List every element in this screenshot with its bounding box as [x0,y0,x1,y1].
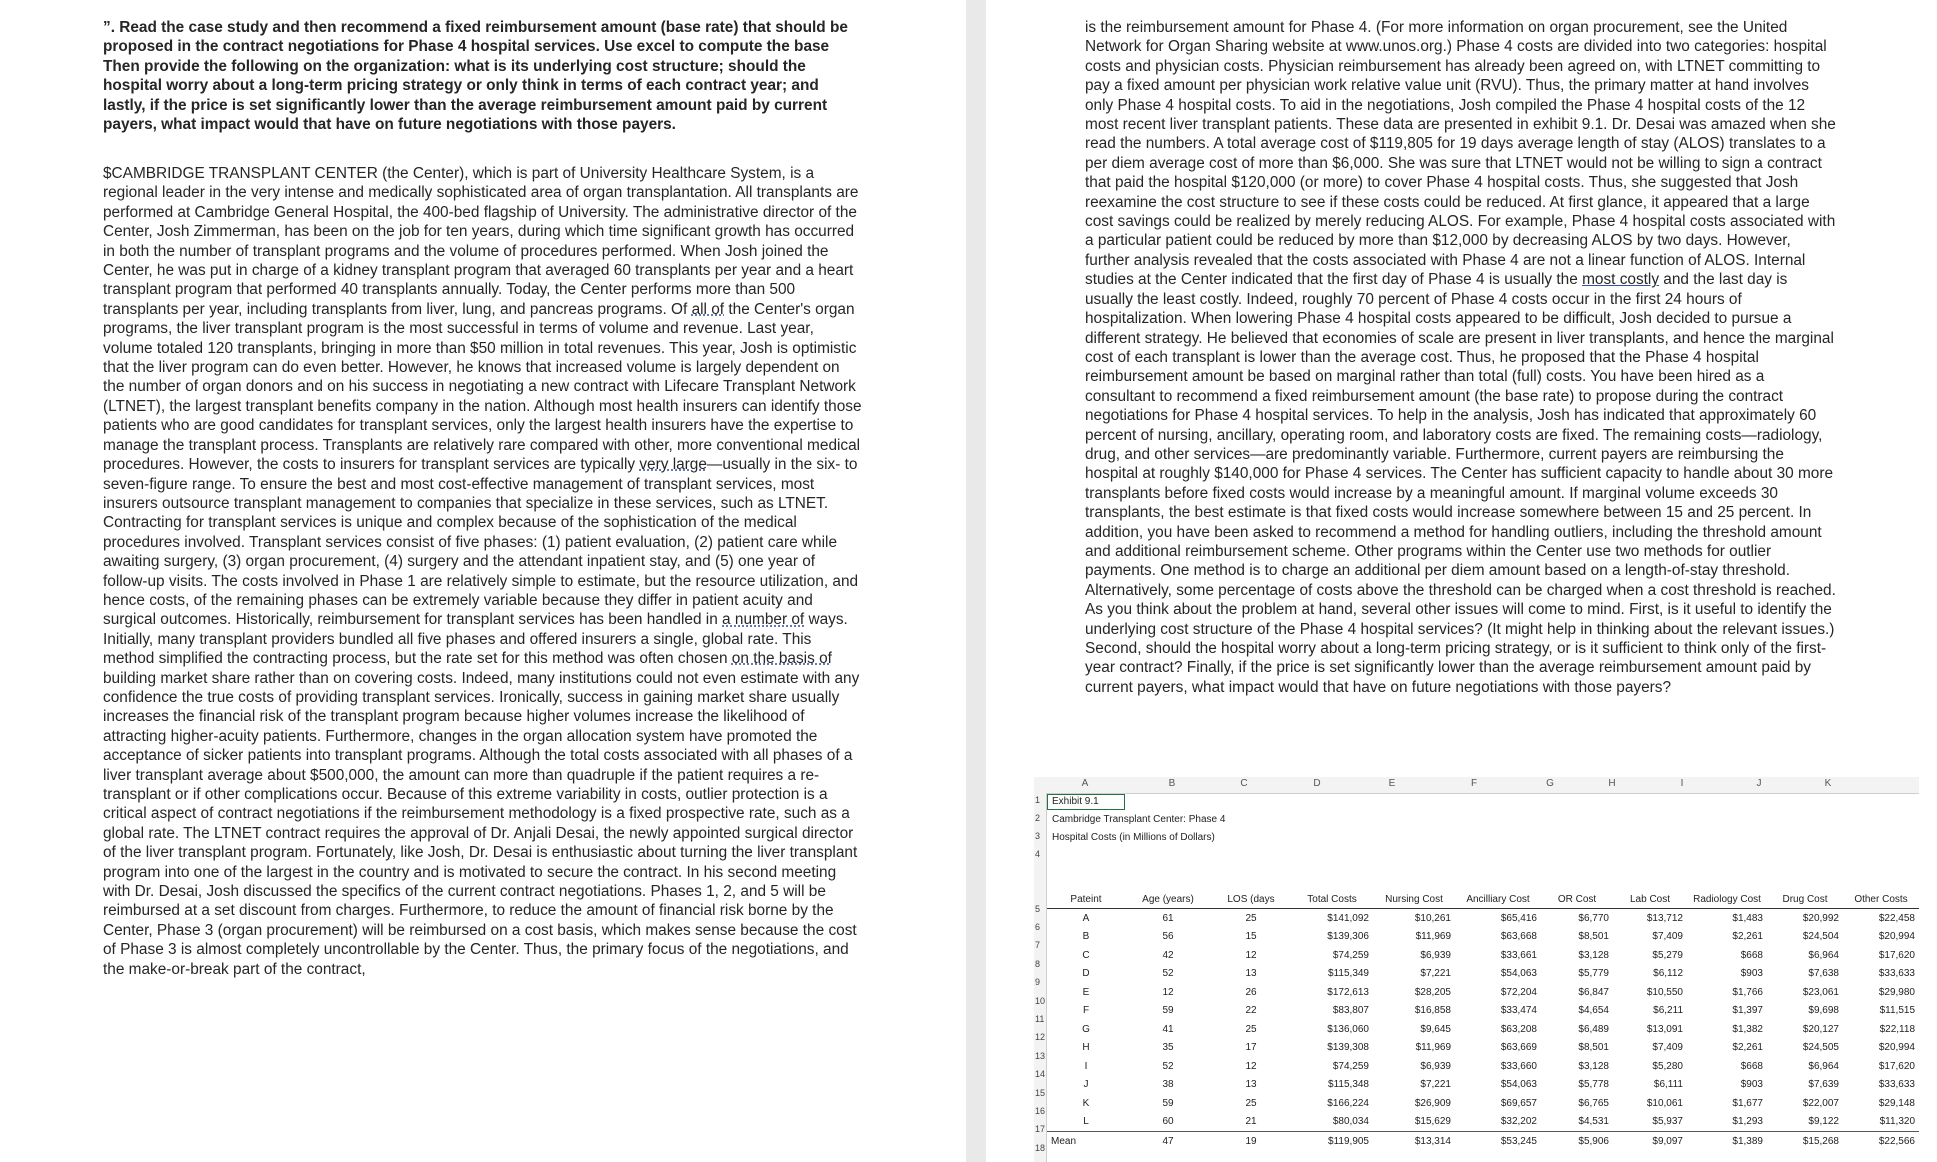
column-letter[interactable]: I [1680,778,1684,789]
table-cell[interactable]: $63,668 [1500,931,1537,943]
row-number[interactable]: 7 [1035,940,1041,950]
table-cell[interactable]: $6,489 [1578,1023,1609,1035]
row-number[interactable]: 15 [1035,1088,1046,1098]
table-cell[interactable]: 12 [1162,986,1174,998]
table-cell[interactable]: $1,677 [1732,1097,1763,1109]
table-cell[interactable]: $10,061 [1646,1097,1683,1109]
table-cell[interactable]: $53,245 [1455,1132,1541,1151]
column-letter[interactable]: F [1470,778,1478,789]
table-cell[interactable]: $10,261 [1414,912,1451,924]
table-cell[interactable]: $11,969 [1415,931,1451,943]
table-cell[interactable]: $24,505 [1802,1042,1839,1054]
exhibit-subtitle[interactable]: Hospital Costs (in Millions of Dollars) [1052,832,1215,843]
table-cell[interactable]: 47 [1125,1132,1211,1151]
table-cell[interactable]: A [1082,912,1090,924]
grammar-flag[interactable]: most costly [1582,271,1660,289]
column-letter[interactable]: G [1546,778,1554,789]
table-cell[interactable]: $20,994 [1878,931,1915,943]
table-cell[interactable]: $1,382 [1732,1023,1763,1035]
table-row [1047,928,1919,947]
table-cell[interactable]: $80,034 [1332,1116,1369,1128]
row-header-bar [1034,793,1047,1162]
table-cell[interactable]: $136,060 [1327,1023,1369,1035]
text-run: ways. Initially, many transplant providers bundled all five phases and offered insurers a single, global rate. This method simplified the contracting process, but the rate set for this method was often chosen [103,611,848,668]
table-cell[interactable]: $11,515 [1879,1005,1915,1017]
table-cell[interactable]: 38 [1162,1079,1174,1091]
text-run: the Center's organ programs, the liver transplant program is the most successful in terms of volume and revenue. Last year, volume totaled 120 transplants, bringing in more than $50 million in total revenues. This year, Josh is optimistic that the liver program can do even better. However, he knows that increased volume is largely dependent on the number of organ donors and on his success in negotiating a new contract with Lifecare Transplant Network (LTNET), the largest transplant benefits company in the nation. Although most health insurers can identify those patients who are good candidates for transplant services, only the largest health insurers have the expertise to manage the transplant process. Transplants are relatively rare compared with other, more conventional medical procedures. However, the costs to insurers for transplant services are typically [103,300,862,474]
table-cell[interactable]: $6,939 [1420,949,1451,961]
question-prompt: ”. Read the case study and then recommend a fixed reimbursement amount (base rate) that should be proposed in the contract negotiations for Phase 4 hospital services. Use excel to compute the base Then provide the following on the organization: what is its underlying cost structure; should the hospital worry about a long-term pricing strategy or only think in terms of each contract year; and lastly, if the price is set significantly lower than the average reimbursement amount paid by current payers, what impact would that have on future negotiations with those payers. [103,19,848,134]
table-cell[interactable]: $20,992 [1802,912,1839,924]
table-cell[interactable]: 12 [1245,949,1257,961]
table-cell[interactable]: $28,205 [1414,986,1451,998]
table-cell[interactable]: $5,906 [1541,1132,1613,1151]
row-number[interactable]: 2 [1035,813,1041,823]
table-cell[interactable]: $72,204 [1500,986,1537,998]
table-cell[interactable]: $1,766 [1732,986,1763,998]
row-number[interactable]: 18 [1035,1143,1046,1153]
table-cell[interactable]: I [1084,1060,1088,1072]
table-cell[interactable]: 25 [1245,1097,1257,1109]
table-cell[interactable]: E [1082,986,1090,998]
table-cell[interactable]: G [1082,1023,1090,1035]
table-cell[interactable]: 12 [1245,1060,1257,1072]
table-cell[interactable]: $33,633 [1878,968,1915,980]
table-cell[interactable]: 60 [1162,1116,1174,1128]
table-cell[interactable]: $5,779 [1578,968,1609,980]
column-header[interactable]: Lab Cost [1613,890,1687,909]
table-cell[interactable]: 41 [1162,1023,1174,1035]
table-cell[interactable]: $139,306 [1327,931,1369,943]
table-cell[interactable]: $1,483 [1732,912,1763,924]
column-header[interactable]: Nursing Cost [1373,890,1455,909]
table-cell[interactable]: $20,994 [1878,1042,1915,1054]
table-cell[interactable]: $6,847 [1578,986,1609,998]
table-cell[interactable]: $9,698 [1808,1005,1839,1017]
table-cell[interactable]: $7,409 [1652,1042,1683,1054]
table-row [1047,1020,1919,1039]
grammar-flag[interactable]: a number of [722,611,805,629]
column-letter[interactable]: D [1313,778,1321,789]
table-cell[interactable]: D [1082,968,1090,980]
column-letter[interactable]: A [1081,778,1089,789]
table-cell[interactable]: 52 [1162,968,1174,980]
text-run: $CAMBRIDGE TRANSPLANT CENTER (the Center), which is part of University Healthcare System, is a regional leader in the very intense and medically sophisticated area of organ transplantation. All transplants are performed at Cambridge General Hospital, the 400-bed flagship of University. The administrative director of the Center, Josh Zimmerman, has been on the job for ten years, during which time significant growth has occurred in both the number of transplant programs and the volume of procedures performed. When Josh joined the Center, he was put in charge of a kidney transplant program that averaged 60 transplants per year and a heart transplant program that performed 40 transplants annually. Today, the Center performs more than 500 transplants per year, including transplants from liver, lung, and pancreas programs. Of [103,165,859,318]
table-cell[interactable]: H [1082,1042,1090,1054]
table-cell[interactable]: 25 [1245,912,1257,924]
row-number[interactable]: 1 [1035,795,1041,805]
table-row [1047,946,1919,965]
row-number[interactable]: 8 [1035,959,1041,969]
table-cell[interactable]: $141,092 [1327,912,1369,924]
table-cell[interactable]: $7,639 [1808,1079,1839,1091]
table-cell[interactable]: 19 [1211,1132,1291,1151]
table-cell[interactable]: $6,770 [1578,912,1609,924]
exhibit-label[interactable]: Exhibit 9.1 [1052,796,1099,807]
table-cell[interactable]: $4,531 [1578,1116,1609,1128]
table-cell[interactable]: 13 [1245,968,1257,980]
table-cell[interactable]: $3,128 [1578,949,1609,961]
table-cell[interactable]: $33,661 [1500,949,1537,961]
table-row [1047,1094,1919,1113]
table-cell[interactable]: $23,061 [1802,986,1839,998]
column-header[interactable]: Total Costs [1291,890,1373,909]
column-header[interactable]: Ancilliary Cost [1455,890,1541,909]
table-cell[interactable]: $16,858 [1414,1005,1451,1017]
text-run: building market share rather than on covering costs. Indeed, many institutions could not even estimate with any confidence the true costs of providing transplant services. Ironically, success in gaining market share usually increases the financial risk of the transplant program because higher volumes increase the likelihood of attracting higher-acuity patients. Furthermore, changes in the organ allocation system have promoted the acceptance of sicker patients into transplant programs. Although the total costs associated with all phases of a liver transplant average about $500,000, the amount can more than quadruple if the patient requires a re-transplant or if other complications occur. Because of this extreme variability in costs, outlier protection is a critical aspect of contract negotiations if the reimbursement methodology is a fixed prospective rate, such as a global rate. The LTNET contract requires the approval of Dr. Anjali Desai, the newly appointed surgical director of the liver transplant program. Fortunately, like Josh, Dr. Desai is enthusiastic about turning the liver transplant program into one of the largest in the country and is motivated to secure the contract. In his second meeting with Dr. Desai, Josh discussed the specifics of the current contract negotiations. Phases 1, 2, and 5 will be reimbursed at a set discount from charges. Furthermore, to reduce the amount of financial risk borne by the Center, Phase 3 (organ procurement) will be reimbursed on a cost basis, which makes sense because the cost of Phase 3 is almost completely uncontrollable by the Center. Thus, the primary focus of the negotiations, and the make-or-break part of the contract, [103,669,860,978]
column-letter[interactable]: C [1240,778,1248,789]
row-number[interactable]: 17 [1035,1124,1046,1134]
table-cell[interactable]: $26,909 [1414,1097,1451,1109]
table-cell[interactable]: $13,314 [1373,1132,1455,1151]
table-cell[interactable]: 59 [1162,1005,1174,1017]
table-cell[interactable]: $32,202 [1500,1116,1537,1128]
row-number[interactable]: 9 [1035,977,1041,987]
table-cell[interactable]: $22,458 [1878,912,1915,924]
table-cell[interactable]: $20,127 [1802,1023,1839,1035]
column-header[interactable]: Drug Cost [1767,890,1843,909]
table-cell[interactable]: $119,905 [1291,1132,1373,1151]
table-cell[interactable]: $83,807 [1332,1005,1369,1017]
row-number[interactable]: 3 [1035,831,1041,841]
table-cell[interactable]: $139,308 [1327,1042,1369,1054]
row-number[interactable]: 12 [1035,1032,1046,1042]
table-cell[interactable]: $63,669 [1500,1042,1537,1054]
table-cell[interactable]: $5,778 [1578,1079,1609,1091]
table-cell[interactable]: $10,550 [1646,986,1683,998]
right-document-page [986,0,1937,1162]
table-cell[interactable]: $17,620 [1878,949,1915,961]
table-cell[interactable]: $2,261 [1732,1042,1763,1054]
table-cell[interactable]: $5,279 [1652,949,1683,961]
column-header[interactable]: Pateint [1047,890,1125,909]
table-cell[interactable]: $6,211 [1653,1005,1683,1017]
mean-row [1047,1132,1919,1151]
table-cell[interactable]: $15,629 [1414,1116,1451,1128]
table-cell[interactable]: $166,224 [1327,1097,1369,1109]
table-cell[interactable]: $668 [1740,949,1763,961]
table-cell[interactable]: $33,633 [1878,1079,1915,1091]
table-cell[interactable]: $54,063 [1500,1079,1537,1091]
table-cell[interactable]: $1,389 [1687,1132,1767,1151]
table-cell[interactable]: J [1083,1079,1089,1091]
text-run: and the last day is usually the least costly. Indeed, roughly 70 percent of Phase 4 costs occur in the first 24 hours of hospitalization. When lowering Phase 4 hospital costs appeared to be difficult, Josh decided to pursue a different strategy. He believed that economies of scale are present in liver transplants, and hence the marginal cost of each transplant is lower than the average cost. Thus, he proposed that the Phase 4 hospital reimbursement amount be based on marginal rather than total (full) costs. You have been hired as a consultant to recommend a fixed reimbursement amount (the base rate) to propose during the contract negotiations for Phase 4 hospital services. To help in the analysis, Josh has indicated that approximately 60 percent of nursing, ancillary, operating room, and laboratory costs are fixed. The remaining costs—radiology, drug, and other services—are predominantly variable. Furthermore, current payers are reimbursing the hospital at roughly $140,000 for Phase 4 services. The Center has sufficient capacity to handle about 30 more transplants before fixed costs would increase by a meaningful amount. If marginal volume exceeds 30 transplants, the best estimate is that fixed costs would increase somewhere between 15 and 25 percent. In addition, you have been asked to recommend a method for handling outliers, including the threshold amount and additional reimbursement scheme. Other programs within the Center use two methods for outlier payments. One method is to charge an additional per diem amount based on a length-of-stay threshold. Alternatively, some percentage of costs above the threshold can be charged when a cost threshold is reached. As you think about the problem at hand, several other issues will come to mind. First, is it useful to identify the underlying cost structure of the Phase 4 hospital services? (It might help in thinking about the relevant issues.) Second, should the hospital worry about a long-term pricing strategy, or is it sufficient to think only of the first-year contract? Finally, if the price is set significantly lower than the average reimbursement amount paid by current payers, what impact would that have on future negotiations with those payers? [1085,271,1836,696]
table-cell[interactable]: 22 [1245,1005,1257,1017]
table-cell[interactable]: L [1083,1116,1089,1128]
table-cell[interactable]: $903 [1740,968,1763,980]
table-row [1047,1002,1919,1021]
table-cell[interactable]: $13,712 [1646,912,1683,924]
table-cell[interactable]: $9,097 [1613,1132,1687,1151]
grammar-flag[interactable]: very large [639,456,707,474]
row-number[interactable]: 6 [1035,922,1041,932]
page-gutter [966,0,986,1162]
table-cell[interactable]: $65,416 [1500,912,1537,924]
table-cell[interactable]: 21 [1245,1116,1257,1128]
case-study-text-right [1085,18,1837,697]
table-cell[interactable]: $29,148 [1878,1097,1915,1109]
table-cell[interactable]: $903 [1740,1079,1763,1091]
table-cell[interactable]: 17 [1245,1042,1257,1054]
table-cell[interactable]: $6,964 [1808,949,1839,961]
table-cell[interactable]: 15 [1245,931,1257,943]
table-row [1047,909,1919,928]
table-cell[interactable]: $63,208 [1500,1023,1537,1035]
column-header[interactable]: LOS (days [1211,890,1291,909]
table-cell[interactable]: $54,063 [1500,968,1537,980]
left-document-page [0,0,966,1162]
table-cell[interactable]: $172,613 [1327,986,1369,998]
table-cell[interactable]: $1,397 [1732,1005,1763,1017]
table-cell[interactable]: $1,293 [1732,1116,1763,1128]
table-cell[interactable]: 25 [1245,1023,1257,1035]
table-row [1047,1057,1919,1076]
column-header[interactable]: Age (years) [1125,890,1211,909]
case-study-text-left [103,164,863,979]
table-cell[interactable]: $115,349 [1328,968,1369,980]
table-cell[interactable]: C [1082,949,1090,961]
table-row [1047,1076,1919,1095]
table-cell[interactable]: $9,645 [1420,1023,1451,1035]
table-cell[interactable]: $15,268 [1767,1132,1843,1151]
table-cell[interactable]: $7,221 [1420,1079,1451,1091]
table-cell[interactable]: $11,320 [1879,1116,1915,1128]
table-cell[interactable]: $69,657 [1500,1097,1537,1109]
column-letter[interactable]: J [1756,778,1762,789]
table-cell[interactable]: $8,501 [1578,1042,1609,1054]
grammar-flag[interactable]: on the basis of [731,650,832,668]
table-cell[interactable]: 26 [1245,986,1257,998]
table-cell[interactable]: $8,501 [1578,931,1609,943]
table-row [1047,1113,1919,1132]
table-cell[interactable]: $6,112 [1653,968,1683,980]
table-cell[interactable]: K [1082,1097,1090,1109]
table-cell[interactable]: 59 [1162,1097,1174,1109]
table-cell[interactable]: 56 [1162,931,1174,943]
exhibit-table [1047,890,1919,1151]
table-cell[interactable]: 35 [1162,1042,1174,1054]
column-header[interactable]: Other Costs [1843,890,1919,909]
table-cell[interactable]: 42 [1162,949,1174,961]
table-cell[interactable]: $22,566 [1843,1132,1919,1151]
exhibit-title[interactable]: Cambridge Transplant Center: Phase 4 [1052,814,1226,825]
table-row [1047,965,1919,984]
table-cell[interactable]: B [1082,931,1090,943]
table-cell[interactable]: $6,964 [1808,1060,1839,1072]
table-cell[interactable]: 52 [1162,1060,1174,1072]
column-letter[interactable]: K [1824,778,1832,789]
table-cell[interactable]: $668 [1740,1060,1763,1072]
table-cell[interactable]: 61 [1162,912,1174,924]
table-header-row [1047,890,1919,909]
table-cell[interactable]: $33,474 [1500,1005,1537,1017]
table-cell[interactable]: $17,620 [1878,1060,1915,1072]
row-number[interactable]: 4 [1035,849,1041,859]
column-header[interactable]: OR Cost [1541,890,1613,909]
table-cell[interactable]: $29,980 [1878,986,1915,998]
table-cell[interactable]: $13,091 [1646,1023,1683,1035]
table-cell[interactable]: F [1082,1005,1090,1017]
table-cell[interactable]: $22,007 [1802,1097,1839,1109]
table-cell[interactable]: $6,765 [1578,1097,1609,1109]
row-number[interactable]: 13 [1035,1051,1046,1061]
row-number[interactable]: 10 [1035,996,1046,1006]
table-cell[interactable]: $33,660 [1500,1060,1537,1072]
table-cell[interactable]: 13 [1245,1079,1257,1091]
table-row [1047,1039,1919,1058]
table-cell[interactable]: $115,348 [1328,1079,1369,1091]
column-letter[interactable]: B [1168,778,1176,789]
row-number[interactable]: 16 [1035,1106,1046,1116]
table-cell[interactable]: $5,280 [1652,1060,1683,1072]
table-cell[interactable]: $74,259 [1332,1060,1369,1072]
table-row [1047,983,1919,1002]
column-letter[interactable]: E [1388,778,1396,789]
table-cell[interactable]: Mean [1047,1132,1125,1151]
text-run: —usually in the six- to seven-figure range. To ensure the best and most cost-effective management of transplant services, most insurers outsource transplant management to companies that specialize in these services, such as LTNET. Contracting for transplant services is unique and complex because of the sophistication of the medical procedures involved. Transplant services consist of five phases: (1) patient evaluation, (2) patient care while awaiting surgery, (3) organ procurement, (4) surgery and the attendant inpatient stay, and (5) one year of follow-up visits. The costs involved in Phase 1 are relatively simple to estimate, but the resource utilization, and hence costs, of the remaining phases can be extremely variable because they differ in patient acuity and surgical outcomes. Historically, reimbursement for transplant services has been handled in [103,456,859,629]
table-cell[interactable]: $5,937 [1652,1116,1683,1128]
table-cell[interactable]: $11,969 [1415,1042,1451,1054]
column-letter[interactable]: H [1608,778,1616,789]
table-cell[interactable]: $4,654 [1578,1005,1609,1017]
table-cell[interactable]: $7,221 [1420,968,1451,980]
table-cell[interactable]: $74,259 [1332,949,1369,961]
row-number[interactable]: 11 [1035,1014,1045,1024]
table-cell[interactable]: $6,111 [1653,1079,1683,1091]
table-cell[interactable]: $6,939 [1420,1060,1451,1072]
grammar-flag[interactable]: all of [691,300,725,318]
column-header-bar [1034,777,1919,794]
table-cell[interactable]: $24,504 [1802,931,1839,943]
table-cell[interactable]: $2,261 [1732,931,1763,943]
exhibit-spreadsheet [1034,777,1919,1162]
table-cell[interactable]: $9,122 [1808,1116,1839,1128]
table-cell[interactable]: $3,128 [1578,1060,1609,1072]
table-cell[interactable]: $22,118 [1879,1023,1915,1035]
table-cell[interactable]: $7,409 [1652,931,1683,943]
table-cell[interactable]: $7,638 [1808,968,1839,980]
text-run: is the reimbursement amount for Phase 4. (For more information on organ procurement, see the United Network for Organ Sharing website at www.unos.org.) Phase 4 costs are divided into two categories: hospital costs and physician costs. Physician reimbursement has already been agreed on, with LTNET committing to pay a fixed amount per physician work relative value unit (RVU). Thus, the primary matter at hand involves only Phase 4 hospital costs. To aid in the negotiations, Josh compiled the Phase 4 hospital costs of the 12 most recent liver transplant patients. These data are presented in exhibit 9.1. Dr. Desai was amazed when she read the numbers. A total average cost of $119,805 for 19 days average length of stay (ALOS) translates to a per diem average cost of more than $6,000. She was sure that LTNET would not be willing to sign a contract that paid the hospital $120,000 (or more) to cover Phase 4 hospital costs. Thus, she suggested that Josh reexamine the cost structure to see if these costs could be reduced. At first glance, it appeared that a large cost savings could be realized by merely reducing ALOS. For example, Phase 4 hospital costs associated with a particular patient could be reduced by more than $12,000 by decreasing ALOS by two days. However, further analysis revealed that the costs associated with Phase 4 are not a linear function of ALOS. Internal studies at the Center indicated that the first day of Phase 4 is usually the [1085,19,1836,289]
row-number[interactable]: 14 [1035,1069,1046,1079]
row-number[interactable]: 5 [1035,904,1041,914]
column-header[interactable]: Radiology Cost [1687,890,1767,909]
